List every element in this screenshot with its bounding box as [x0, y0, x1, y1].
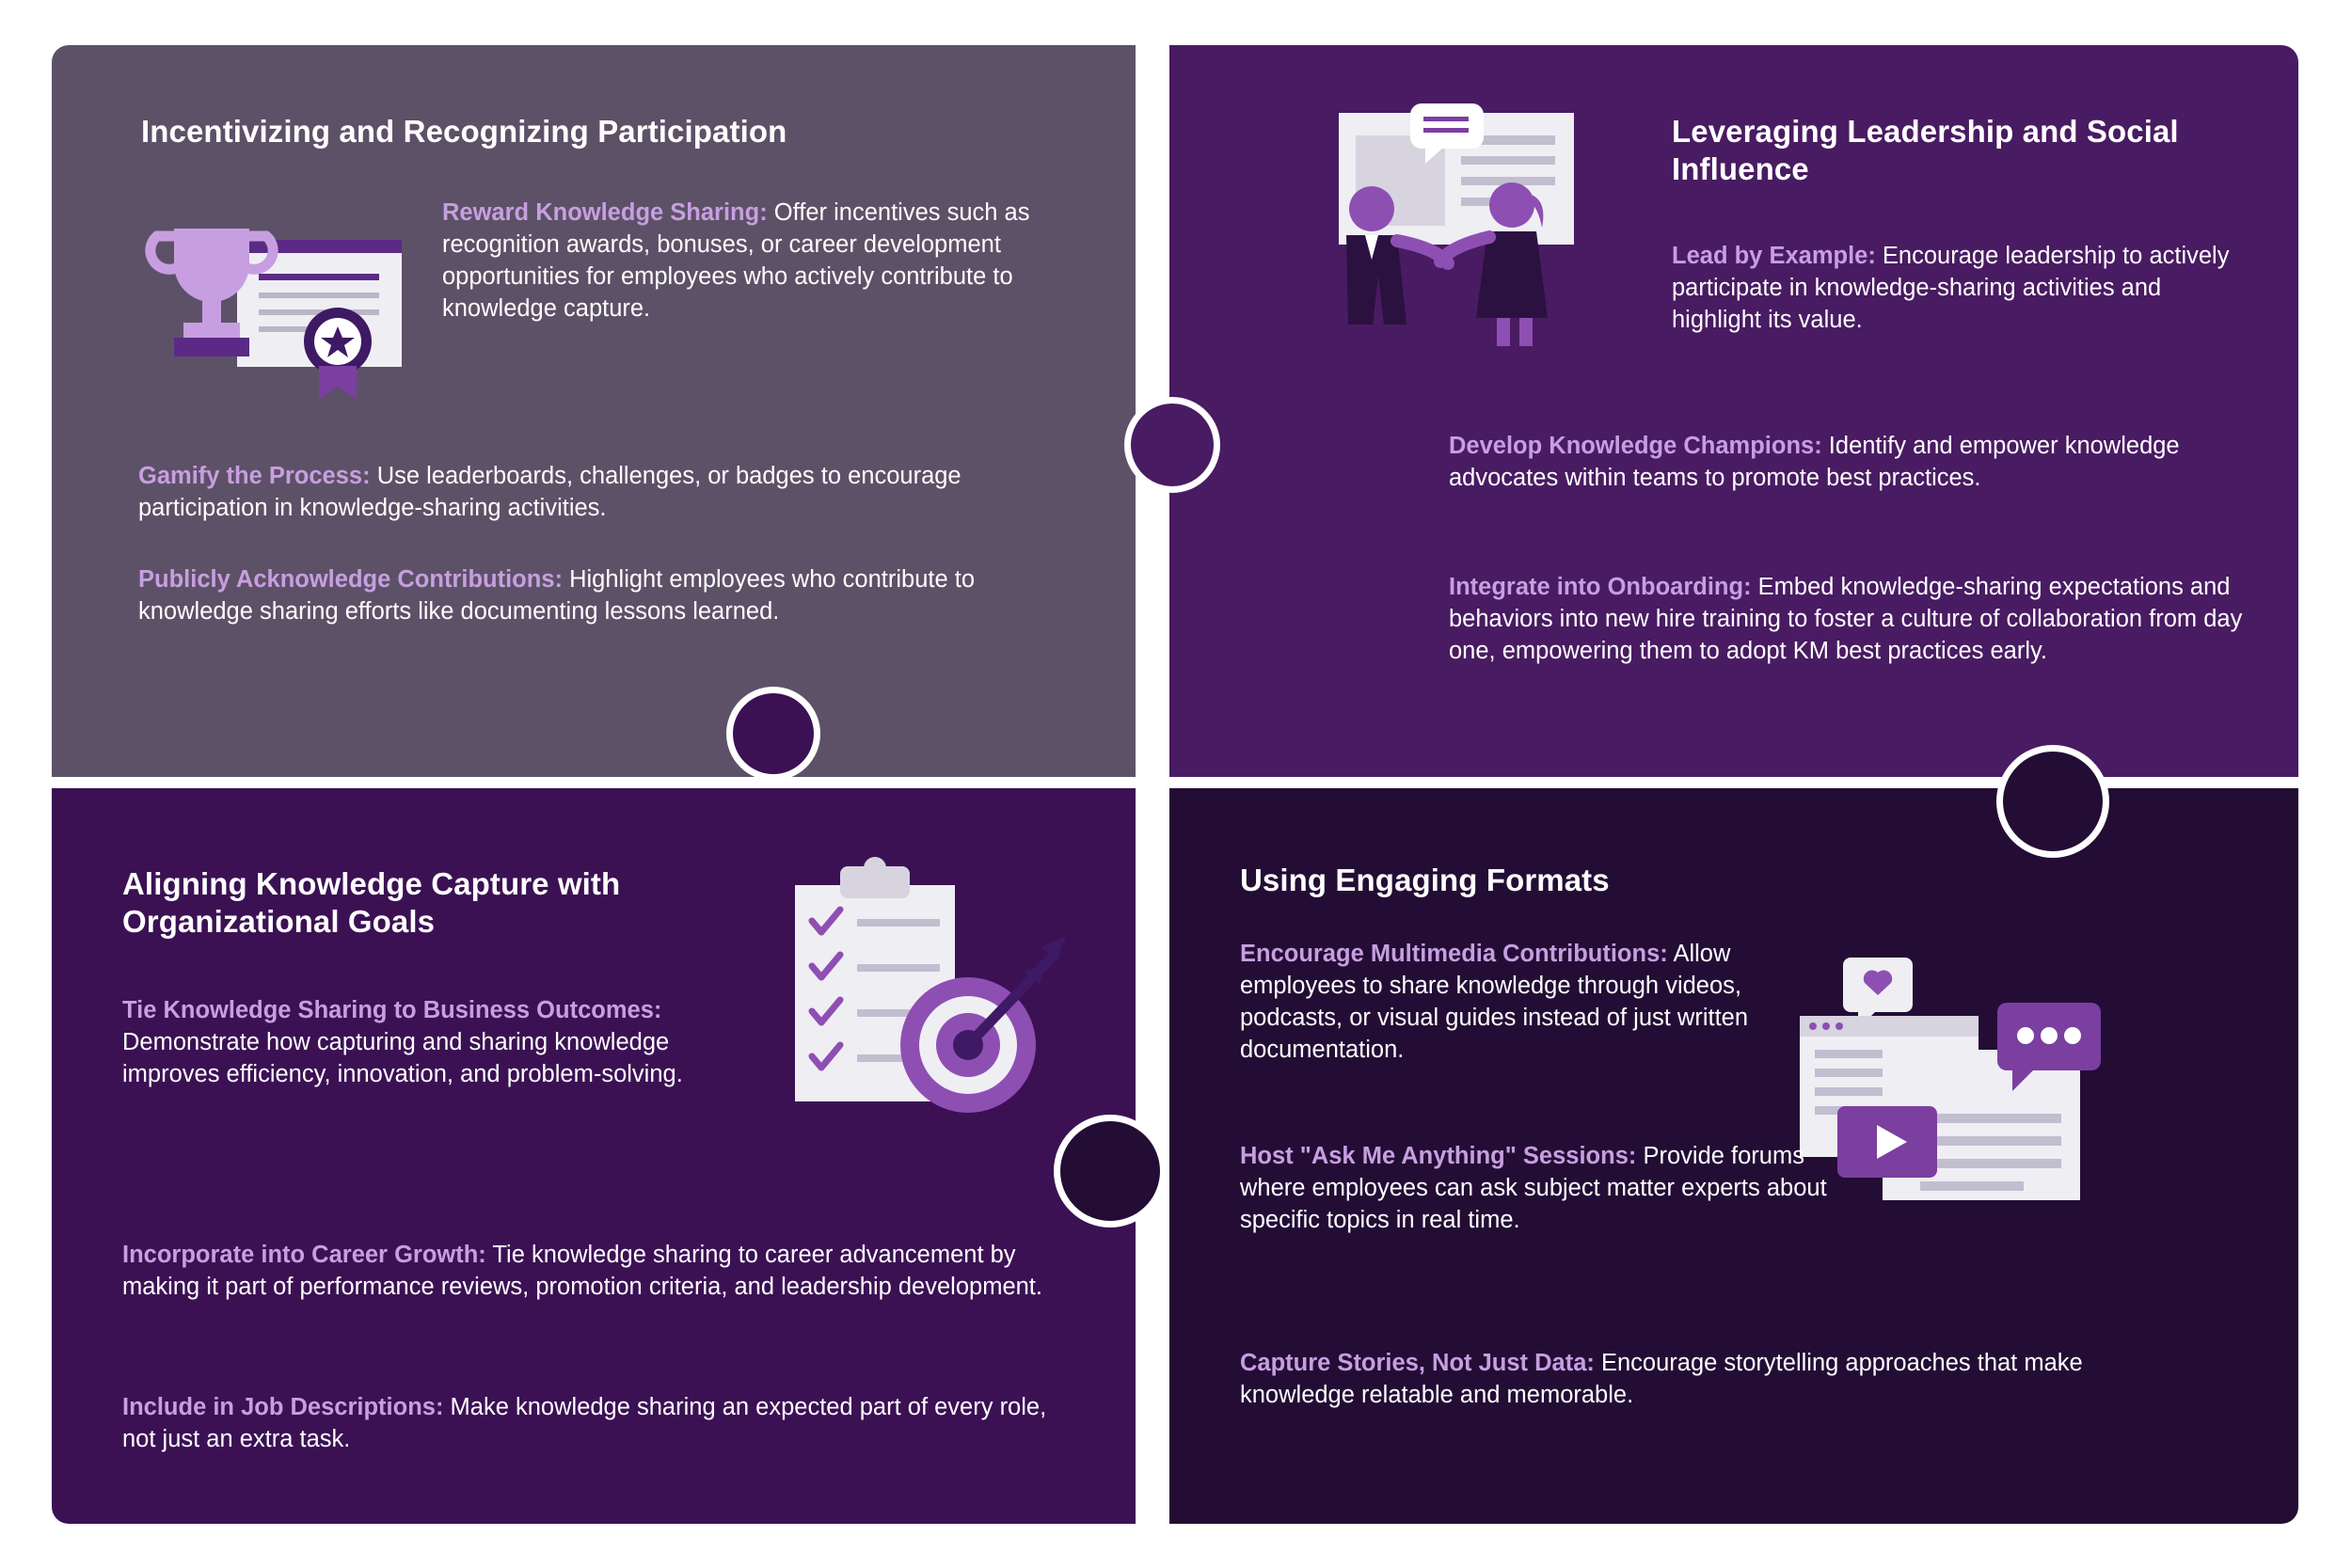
- point-encourage-multimedia-contributions: [1240, 939, 1842, 1067]
- point-lead: Tie Knowledge Sharing to Business Outcomes:: [122, 997, 662, 1023]
- quadrant-aligning-knowledge-capture: [52, 788, 1136, 1524]
- point-lead-by-example: [1672, 241, 2255, 337]
- point-body: Highlight employees who contribute to knowledge sharing efforts like documenting lessons learned.: [138, 566, 975, 625]
- point-lead: Encourage Multimedia Contributions:: [1240, 941, 1668, 967]
- point-incorporate-into-career-growth: [122, 1240, 1073, 1304]
- quadrant-using-engaging-formats: [1169, 788, 2298, 1524]
- puzzle-knob-right-center: [1996, 745, 2109, 858]
- point-lead: Incorporate into Career Growth:: [122, 1242, 486, 1268]
- point-tie-knowledge-sharing-to-business-outcomes: [122, 995, 743, 1091]
- page-title-aligning-knowledge: Aligning Knowledge Capture with Organizational Goals: [122, 866, 621, 940]
- point-body: Provide forums where employees can ask subject matter experts about specific topics in real time.: [1240, 1143, 1827, 1233]
- presentation-people-icon: [1327, 103, 1629, 339]
- point-include-in-job-descriptions: [122, 1392, 1073, 1456]
- quadrant-leveraging-leadership: [1169, 45, 2298, 777]
- point-integrate-into-onboarding: [1449, 572, 2277, 668]
- point-lead: Develop Knowledge Champions:: [1449, 433, 1822, 459]
- puzzle-knob-bottom-center: [1054, 1115, 1167, 1227]
- point-body: Demonstrate how capturing and sharing knowledge improves efficiency, innovation, and problem-solving.: [122, 1028, 683, 1087]
- point-develop-knowledge-champions: [1449, 431, 2258, 495]
- point-body: Allow employees to share knowledge through videos, podcasts, or visual guides instead of just written documentation.: [1240, 941, 1749, 1063]
- point-body: Offer incentives such as recognition awards, bonuses, or career development opportunities for employees who actively contribute to knowledge capture.: [442, 199, 1030, 322]
- point-body: Use leaderboards, challenges, or badges to encourage participation in knowledge-sharing activities.: [138, 463, 961, 521]
- point-capture-stories-not-just-data: [1240, 1348, 2200, 1412]
- puzzle-knob-top-center: [1124, 397, 1220, 493]
- page-title-engaging-formats: Using Engaging Formats: [1240, 863, 1610, 897]
- point-lead: Publicly Acknowledge Contributions:: [138, 566, 563, 593]
- point-lead: Include in Job Descriptions:: [122, 1394, 444, 1420]
- point-lead: Capture Stories, Not Just Data:: [1240, 1350, 1595, 1376]
- point-body: Encourage leadership to actively participate in knowledge-sharing activities and highlight its value.: [1672, 243, 2230, 333]
- point-lead: Lead by Example:: [1672, 243, 1876, 269]
- point-body: Make knowledge sharing an expected part of every role, not just an extra task.: [122, 1394, 1047, 1452]
- point-body: Embed knowledge-sharing expectations and behaviors into new hire training to foster a culture of collaboration from day one, empowering them to adopt KM best practices early.: [1449, 574, 2243, 664]
- quadrant-incentivizing-participation: [52, 45, 1136, 777]
- trophy-certificate-icon: [138, 200, 402, 407]
- point-host-ask-me-anything-sessions: [1240, 1141, 1842, 1237]
- point-lead: Reward Knowledge Sharing:: [442, 199, 768, 226]
- point-lead: Integrate into Onboarding:: [1449, 574, 1752, 600]
- page-title-incentivizing: Incentivizing and Recognizing Participation: [141, 114, 787, 149]
- puzzle-knob-left-center: [726, 687, 820, 781]
- point-body: Tie knowledge sharing to career advancement by making it part of performance reviews, promotion criteria, and leadership development.: [122, 1242, 1042, 1300]
- point-body: Identify and empower knowledge advocates within teams to promote best practices.: [1449, 433, 2180, 491]
- point-publicly-acknowledge-contributions: [138, 564, 1079, 628]
- point-lead: Host "Ask Me Anything" Sessions:: [1240, 1143, 1637, 1169]
- page-title-leveraging-leadership: Leveraging Leadership and Social Influence: [1672, 114, 2179, 187]
- checklist-target-icon: [767, 849, 1087, 1150]
- point-body: Encourage storytelling approaches that make knowledge relatable and memorable.: [1240, 1350, 2083, 1408]
- point-gamify-the-process: [138, 461, 1079, 525]
- point-reward-knowledge-sharing: [442, 198, 1063, 325]
- point-lead: Gamify the Process:: [138, 463, 371, 489]
